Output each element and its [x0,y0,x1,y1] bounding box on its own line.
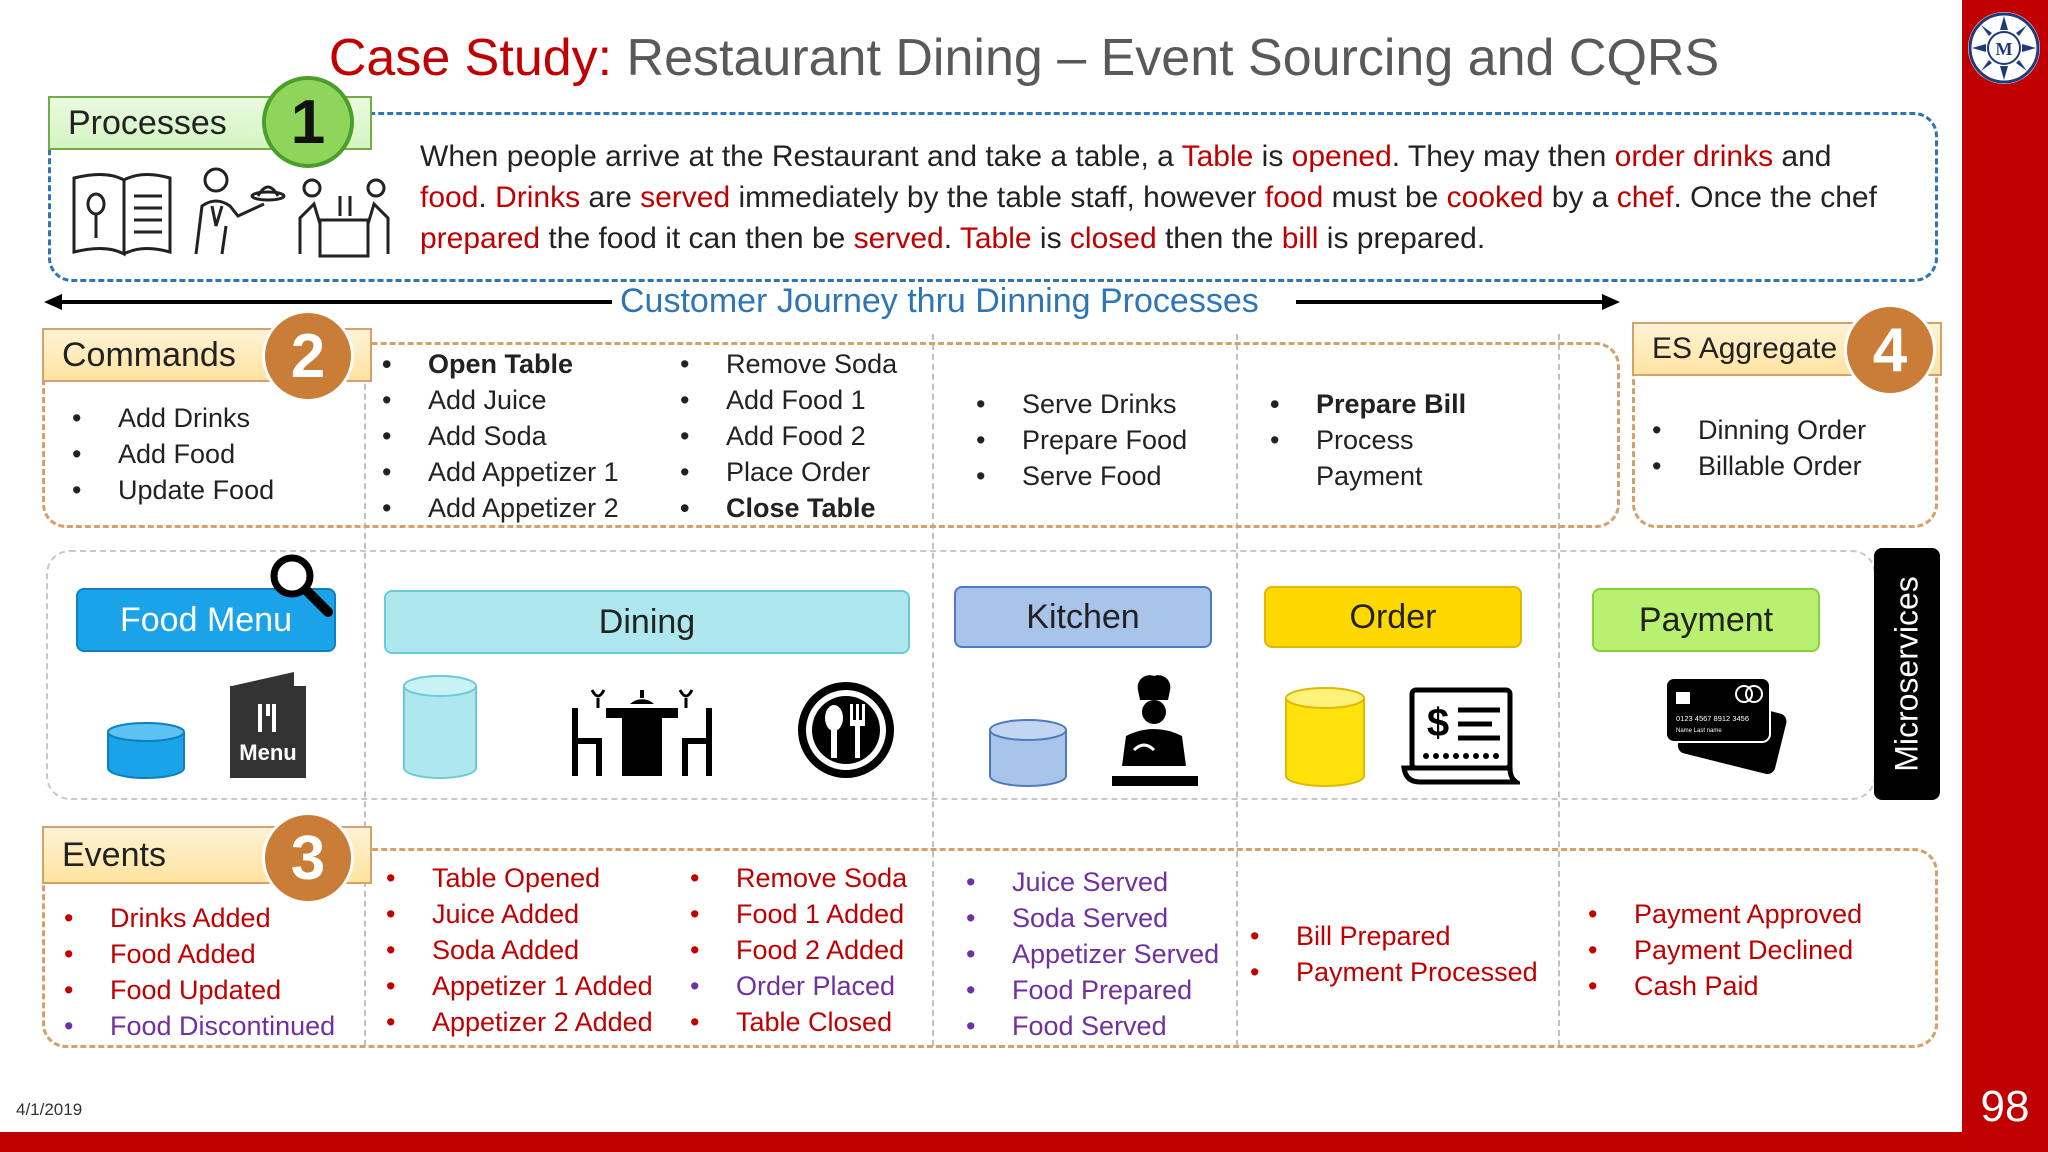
card-number-text: 0123 4567 8912 3456 [1676,714,1749,723]
description-text: . [943,222,960,255]
card-name-text: Name Last name [1676,728,1722,734]
list-item: • Soda Served [966,900,1219,936]
highlighted-term: food [1264,181,1324,214]
description-text: . Once the chef [1673,181,1877,214]
list-item: • Soda Added [386,932,653,968]
list-item: • Remove Soda [680,346,897,382]
highlighted-term: opened [1291,140,1392,173]
plate-cutlery-icon [796,680,896,780]
list-item: • Table Opened [386,860,653,896]
chef-icon [1104,670,1204,790]
list-item: • Appetizer Served [966,936,1219,972]
svg-text:$: $ [1426,701,1450,745]
aggregate-list [1652,412,1866,484]
list-item: • Cash Paid [1588,968,1862,1004]
list-item: • Update Food [72,472,274,508]
events-list-dining-a [386,860,653,1040]
list-item: • Table Closed [690,1004,907,1040]
highlighted-term: chef [1616,181,1674,214]
list-item: • Food Discontinued [64,1008,335,1044]
list-item: • Prepare Bill [1270,386,1466,422]
dining-set-icon [568,684,716,776]
svg-text:M: M [1995,39,2013,59]
list-item: • Prepare Food [976,422,1187,458]
list-item: • Serve Food [976,458,1187,494]
kitchen-database-icon [988,718,1068,790]
events-number: 3 [262,812,354,904]
waiter-icon [196,169,284,254]
description-text: are [580,181,641,214]
processes-description [420,136,1900,259]
highlighted-term: bill [1281,222,1319,255]
bill-icon [1400,686,1520,788]
list-item: • Food Updated [64,972,335,1008]
list-item: • Remove Soda [690,860,907,896]
list-item: • Payment Processed [1250,954,1538,990]
list-item: • Add Food 2 [680,418,897,454]
commands-label: Commands [42,328,372,382]
page-number: 98 [1980,1082,2030,1131]
list-item: • Billable Order [1652,448,1866,484]
highlighted-term: Table [959,222,1032,255]
bottom-accent-bar [0,1132,2048,1152]
microservices-label [1874,548,1940,800]
events-list-order [1250,918,1538,990]
highlighted-term: served [853,222,944,255]
processes-label: Processes [48,96,372,150]
list-item: • Dinning Order [1652,412,1866,448]
list-item: • Juice Served [966,864,1219,900]
description-text: . They may then [1391,140,1615,173]
title-prefix: Case Study: [328,29,613,87]
credit-card-icon [1660,674,1790,784]
menu-card-icon [226,670,310,780]
list-item: • Process [1270,422,1466,458]
commands-list-menu [72,400,274,508]
list-item: • Serve Drinks [976,386,1187,422]
list-item: • Add Food [72,436,274,472]
list-item: • Appetizer 1 Added [386,968,653,1004]
commands-continuation: Payment [1316,461,1423,491]
description-text: by a [1543,181,1617,214]
dining-table-icon [300,180,388,256]
list-item: • Food Prepared [966,972,1219,1008]
list-item: • Close Table [680,490,897,526]
highlighted-term: order drinks [1614,140,1774,173]
dining-database-icon [402,674,478,780]
service-payment: Payment [1592,588,1820,652]
list-item: • Add Food 1 [680,382,897,418]
list-item: • Open Table [382,346,619,382]
list-item: • Order Placed [690,968,907,1004]
processes-number: 1 [262,76,354,168]
list-item: • Add Drinks [72,400,274,436]
search-icon [268,552,334,618]
commands-list-dining-a [382,346,619,526]
food-menu-database-icon [106,722,186,780]
logo-icon [1968,12,2040,84]
events-list-kitchen [966,864,1219,1044]
highlighted-term: closed [1069,222,1157,255]
list-item: • Place Order [680,454,897,490]
description-text: is prepared. [1318,222,1486,255]
side-accent-bar [1962,0,2048,1152]
list-item: • Food Served [966,1008,1219,1044]
list-item: • Add Soda [382,418,619,454]
commands-list-order [1270,386,1466,458]
service-order: Order [1264,586,1522,648]
menu-card-text: Menu [239,740,297,765]
list-item: • Drinks Added [64,900,335,936]
service-food-menu: Food Menu [76,588,336,652]
title-main: Restaurant Dining – Event Sourcing and CQRS [612,29,1720,87]
description-text: the food it can then be [540,222,854,255]
service-dining: Dining [384,590,910,654]
commands-list-kitchen [976,386,1187,494]
list-item: • Add Appetizer 1 [382,454,619,490]
highlighted-term: prepared [420,222,541,255]
aggregate-number: 4 [1844,304,1936,396]
events-list-payment [1588,896,1862,1004]
highlighted-term: food [420,181,479,214]
events-list-menu [64,900,335,1044]
order-database-icon [1284,686,1366,788]
description-text: then the [1156,222,1282,255]
list-item: • Add Juice [382,382,619,418]
highlighted-term: served [640,181,731,214]
list-item: • Payment Approved [1588,896,1862,932]
description-text: immediately by the table staff, however [730,181,1265,214]
description-text: When people arrive at the Restaurant and take a table, a [420,140,1182,173]
slide-date: 4/1/2019 [16,1100,83,1119]
commands-list-dining-b [680,346,897,526]
list-item: • Appetizer 2 Added [386,1004,653,1040]
list-item: • Payment Declined [1588,932,1862,968]
service-kitchen: Kitchen [954,586,1212,648]
highlighted-term: Drinks [495,181,581,214]
description-text: . [478,181,496,214]
menu-book-icon [74,174,170,254]
events-list-dining-b [690,860,907,1040]
aggregate-label: ES Aggregate [1632,322,1942,376]
microservices-text: Microservices [1888,576,1925,772]
description-text: is [1253,140,1292,173]
highlighted-term: cooked [1446,181,1544,214]
description-text: must be [1323,181,1447,214]
list-item: • Add Appetizer 2 [382,490,619,526]
highlighted-term: Table [1181,140,1254,173]
commands-number: 2 [262,310,354,402]
description-text: and [1773,140,1832,173]
journey-label: Customer Journey thru Dinning Processes [620,282,1259,320]
description-text: is [1031,222,1070,255]
process-icons [66,166,396,262]
list-item: • Food Added [64,936,335,972]
list-item: • Juice Added [386,896,653,932]
list-item: • Bill Prepared [1250,918,1538,954]
list-item: • Food 1 Added [690,896,907,932]
events-label: Events [42,826,372,884]
list-item: • Food 2 Added [690,932,907,968]
